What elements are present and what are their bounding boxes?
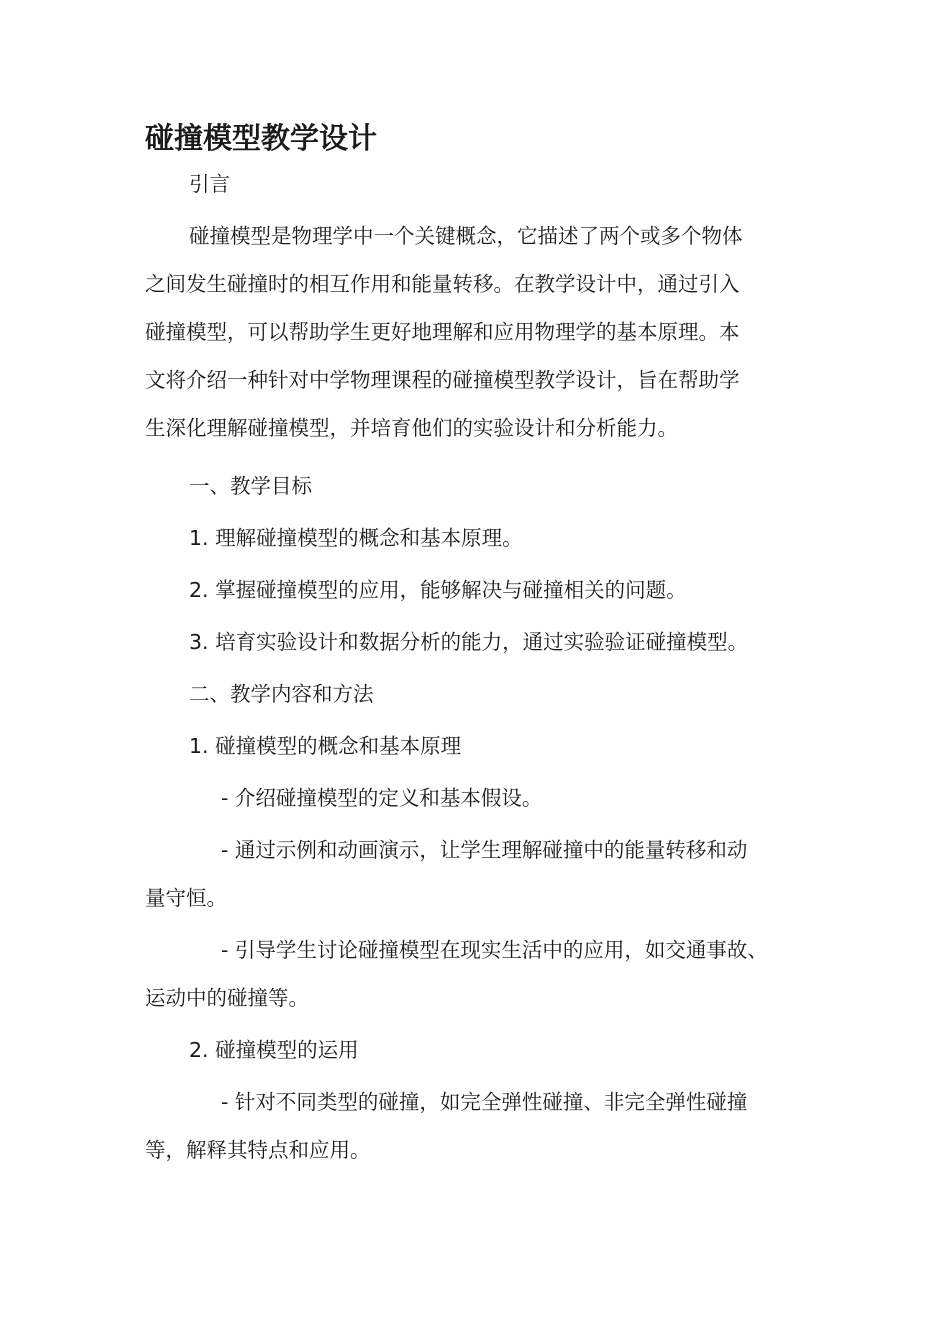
content-bullet-continuation: 运动中的碰撞等。 xyxy=(145,986,309,1010)
intro-line: 碰撞模型是物理学中一个关键概念，它描述了两个或多个物体 xyxy=(189,224,743,248)
goal-item: 3. 培育实验设计和数据分析的能力，通过实验验证碰撞模型。 xyxy=(189,630,749,654)
content-bullet-continuation: 量守恒。 xyxy=(145,886,227,910)
intro-line: 生深化理解碰撞模型，并培育他们的实验设计和分析能力。 xyxy=(145,416,678,440)
content-subheading: 2. 碰撞模型的运用 xyxy=(189,1038,359,1062)
content-bullet-continuation: 等，解释其特点和应用。 xyxy=(145,1138,371,1162)
section-heading-content: 二、教学内容和方法 xyxy=(189,682,374,706)
content-bullet: - 通过示例和动画演示，让学生理解碰撞中的能量转移和动 xyxy=(221,838,748,862)
section-heading-goals: 一、教学目标 xyxy=(189,474,312,498)
intro-line: 碰撞模型，可以帮助学生更好地理解和应用物理学的基本原理。本 xyxy=(145,320,740,344)
content-subheading: 1. 碰撞模型的概念和基本原理 xyxy=(189,734,462,758)
document-body xyxy=(145,160,805,1174)
content-bullet: - 针对不同类型的碰撞，如完全弹性碰撞、非完全弹性碰撞 xyxy=(221,1090,748,1114)
content-bullet: - 介绍碰撞模型的定义和基本假设。 xyxy=(221,786,543,810)
intro-line: 之间发生碰撞时的相互作用和能量转移。在教学设计中，通过引入 xyxy=(145,272,740,296)
goal-item: 2. 掌握碰撞模型的应用，能够解决与碰撞相关的问题。 xyxy=(189,578,687,602)
goal-item: 1. 理解碰撞模型的概念和基本原理。 xyxy=(189,526,523,550)
content-bullet: - 引导学生讨论碰撞模型在现实生活中的应用，如交通事故、 xyxy=(221,938,768,962)
document-title: 碰撞模型教学设计 xyxy=(145,121,378,155)
intro-heading: 引言 xyxy=(189,172,230,196)
intro-line: 文将介绍一种针对中学物理课程的碰撞模型教学设计，旨在帮助学 xyxy=(145,368,740,392)
